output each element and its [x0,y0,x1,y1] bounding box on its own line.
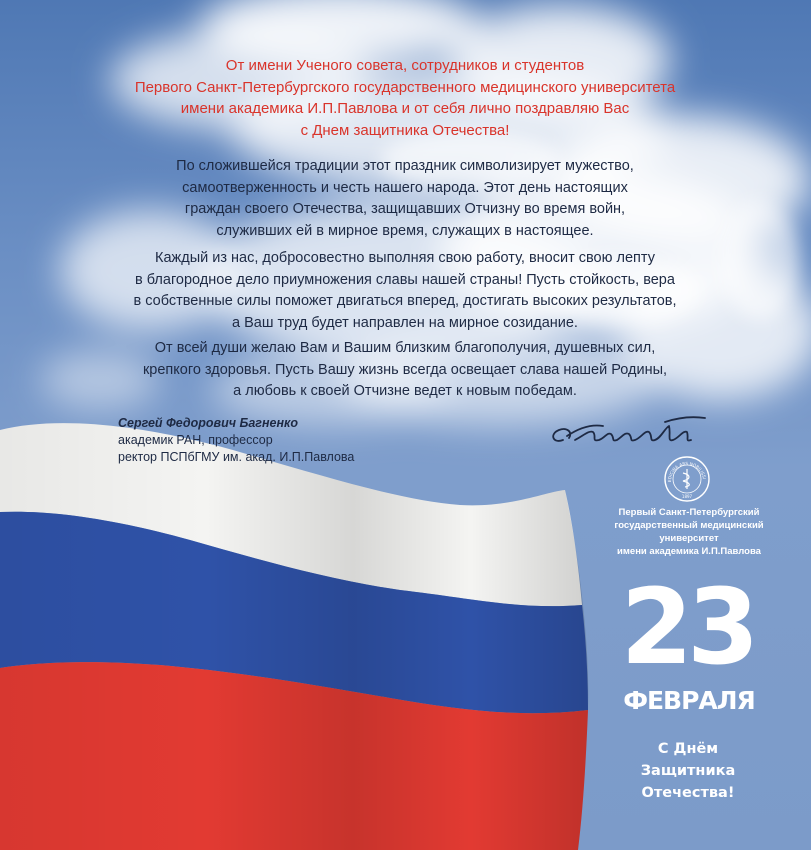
holiday-greeting [600,738,776,804]
svg-text:MEDICINA ARS NOBILISSIMA: EDICINA ARS NOBILISSI [666,460,707,483]
date-day: 23 [620,566,754,688]
paragraph-tradition [100,156,710,242]
paragraph-line: в благородное дело приумножения славы нашей страны! Пусть стойкость, вера [135,271,675,288]
university-emblem [663,455,711,503]
university-line: государственный медицинский университет [614,520,764,544]
paragraph-line: в собственные силы поможет двигаться вперед, достигать высоких результатов, [133,293,677,309]
paragraph-line: самоотверженность и честь нашего народа. Этот день настоящих [182,179,628,196]
intro-line: От имени Ученого совета, сотрудников и студентов [225,57,585,74]
signatory-position: ректор ПСПбГМУ им. акад. И.П.Павлова [118,450,355,464]
university-line: имени академика И.П.Павлова [617,546,761,557]
paragraph-line: крепкого здоровья. Пусть Вашу жизнь всегда освещает слава нашей Родины, [142,361,668,378]
intro-line: имени академика И.П.Павлова и от себя лично поздравляю Вас [180,100,630,117]
paragraph-contribution [100,248,710,334]
signatory-block [118,415,354,466]
emblem-year: 1897 [681,494,693,499]
intro-text [100,55,710,141]
paragraph-line: граждан своего Отечества, защищавших Отчизну во время войн, [184,201,626,217]
paragraph-line: а любовь к своей Отчизне ведет к новым победам. [233,383,577,399]
paragraph-line: По сложившейся традиции этот праздник символизирует мужество, [176,158,634,174]
paragraph-wishes [100,338,710,403]
paragraph-line: а Ваш труд будет направлен на мирное созидание. [232,314,578,331]
intro-line: Первого Санкт-Петербургского государственного медицинского университета [134,78,676,96]
university-name [585,506,793,558]
greeting-line: С Днём [657,741,719,757]
intro-line: с Днем защитника Отечества! [300,121,510,139]
paragraph-line: От всей души желаю Вам и Вашим близким благополучия, душевных сил, [154,340,656,356]
greeting-line: Защитника [640,763,736,779]
paragraph-line: служивших ей в мирное время, служащих в настоящее. [216,222,594,239]
university-line: Первый Санкт-Петербургский [618,507,760,518]
date-month: ФЕВРАЛЯ [623,686,755,715]
paragraph-line: Каждый из нас, добросовестно выполняя свою работу, вносит свою лепту [155,250,655,266]
handwritten-signature [545,410,715,455]
signatory-name: Сергей Федорович Багненко [118,416,298,430]
signatory-title: академик РАН, профессор [118,433,273,447]
greeting-line: Отечества! [641,785,735,801]
